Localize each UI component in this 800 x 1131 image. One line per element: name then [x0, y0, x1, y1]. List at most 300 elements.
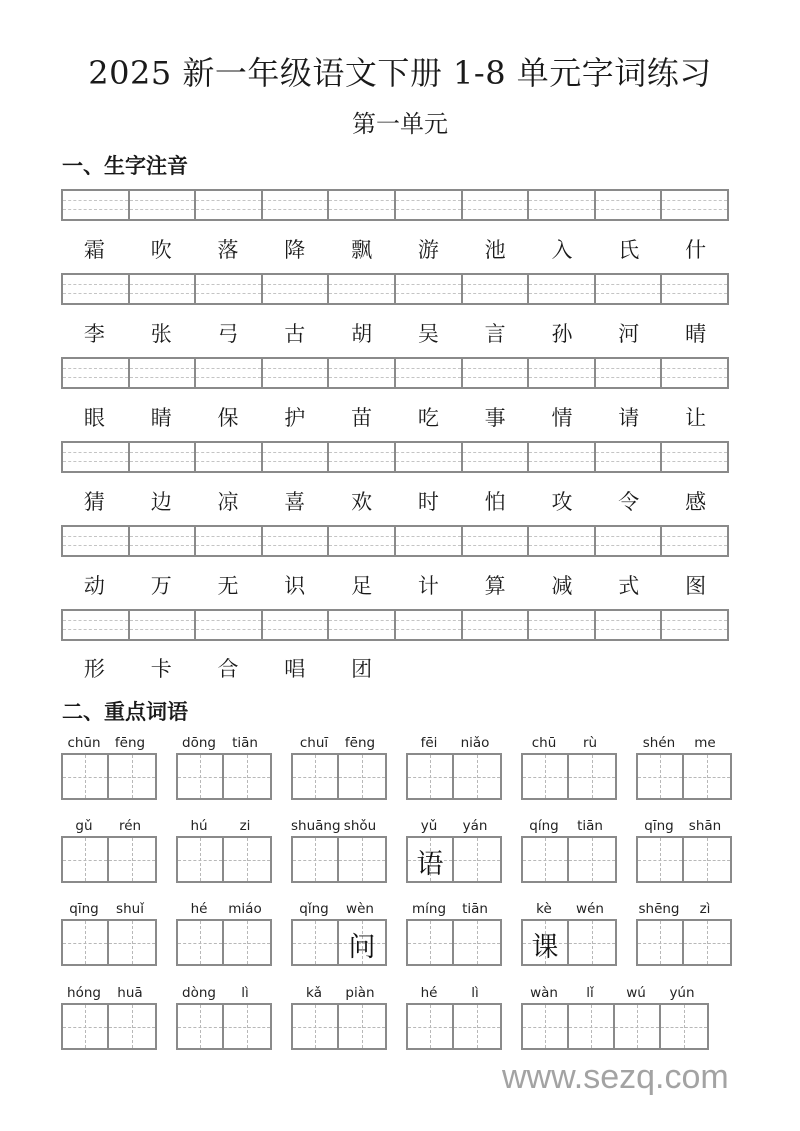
tian-zi-ge-boxes: [521, 753, 617, 800]
word-group: [521, 733, 617, 800]
character-row: [61, 653, 729, 683]
word-pinyin: [61, 733, 157, 753]
tian-zi-ge-cell[interactable]: [339, 755, 385, 798]
pinyin-input-cell[interactable]: [130, 443, 197, 471]
tian-zi-ge-boxes: [406, 753, 502, 800]
tian-zi-ge-cell[interactable]: [63, 921, 109, 964]
pinyin-input-cell[interactable]: [196, 191, 263, 219]
pinyin-input-cell[interactable]: [329, 443, 396, 471]
tian-zi-ge-boxes: [61, 919, 157, 966]
word-group: [61, 899, 157, 966]
pinyin-writing-row: [61, 357, 729, 389]
pinyin-syllable: wèn: [346, 901, 374, 917]
character: 霜: [83, 238, 105, 262]
tian-zi-ge-cell[interactable]: [293, 921, 339, 964]
tian-zi-ge-cell[interactable]: [224, 921, 270, 964]
tian-zi-ge-boxes: [406, 919, 502, 966]
tian-zi-ge-cell[interactable]: [339, 1005, 385, 1048]
pinyin-syllable: kǎ: [305, 985, 323, 1001]
pinyin-syllable: lì: [241, 985, 249, 1001]
word-pinyin: [406, 983, 502, 1003]
character: 式: [618, 574, 640, 598]
pinyin-syllable: tiān: [232, 735, 258, 751]
tian-zi-ge-boxes: [176, 836, 272, 883]
tian-zi-ge-boxes: [291, 1003, 387, 1050]
pinyin-input-cell[interactable]: [596, 191, 663, 219]
tian-zi-ge-boxes: [521, 919, 617, 966]
tian-zi-ge-cell[interactable]: [63, 755, 109, 798]
pinyin-input-cell[interactable]: [662, 611, 727, 639]
pinyin-syllable: shén: [642, 735, 676, 751]
character: 古: [284, 322, 306, 346]
pinyin-input-cell[interactable]: [662, 527, 727, 555]
word-pinyin: [176, 816, 272, 836]
pinyin-input-cell[interactable]: [396, 527, 463, 555]
pinyin-input-cell[interactable]: [463, 611, 530, 639]
pinyin-syllable: fēi: [420, 735, 438, 751]
tian-zi-ge-boxes: [176, 1003, 272, 1050]
character: 令: [618, 490, 640, 514]
tian-zi-ge-boxes: [521, 1003, 709, 1050]
pinyin-input-cell[interactable]: [463, 191, 530, 219]
word-group: [521, 983, 709, 1050]
pinyin-input-cell[interactable]: [63, 443, 130, 471]
character: 减: [551, 574, 573, 598]
pinyin-input-cell[interactable]: [396, 275, 463, 303]
character: 什: [685, 238, 707, 262]
pinyin-input-cell[interactable]: [662, 275, 727, 303]
prefilled-character: 课: [531, 932, 559, 963]
pinyin-input-cell[interactable]: [596, 275, 663, 303]
word-pinyin: [406, 816, 502, 836]
tian-zi-ge-boxes: [636, 753, 732, 800]
tian-zi-ge-cell[interactable]: [408, 838, 454, 881]
word-group: [61, 733, 157, 800]
pinyin-syllable: tiān: [462, 901, 488, 917]
pinyin-input-cell[interactable]: [463, 443, 530, 471]
character: 游: [417, 238, 439, 262]
word-pinyin: [61, 983, 157, 1003]
pinyin-input-cell[interactable]: [196, 443, 263, 471]
tian-zi-ge-cell[interactable]: [178, 921, 224, 964]
word-group: [636, 733, 732, 800]
character: 边: [150, 490, 172, 514]
word-group: [176, 733, 272, 800]
tian-zi-ge-boxes: [291, 753, 387, 800]
character: 氏: [618, 238, 640, 262]
character: 团: [351, 657, 373, 681]
word-group: [636, 899, 732, 966]
word-pinyin: [291, 983, 387, 1003]
tian-zi-ge-cell[interactable]: [109, 838, 155, 881]
word-group: [406, 983, 502, 1050]
pinyin-syllable: fēng: [344, 735, 376, 751]
tian-zi-ge-cell[interactable]: [661, 1005, 707, 1048]
pinyin-input-cell[interactable]: [196, 527, 263, 555]
pinyin-syllable: dōng: [182, 735, 216, 751]
pinyin-syllable: kè: [536, 901, 552, 917]
pinyin-syllable: wàn: [530, 985, 558, 1001]
tian-zi-ge-cell[interactable]: [339, 838, 385, 881]
tian-zi-ge-cell[interactable]: [408, 921, 454, 964]
pinyin-input-cell[interactable]: [263, 275, 330, 303]
word-pinyin: [176, 899, 272, 919]
character: 吹: [150, 238, 172, 262]
tian-zi-ge-cell[interactable]: [293, 1005, 339, 1048]
page-title: 2025 新一年级语文下册 1-8 单元字词练习: [88, 54, 712, 92]
character: 情: [551, 406, 573, 430]
character: 胡: [351, 322, 373, 346]
pinyin-writing-row: [61, 609, 729, 641]
character: 感: [685, 490, 707, 514]
word-pinyin: [636, 816, 732, 836]
character: 足: [351, 574, 373, 598]
character: 猜: [83, 490, 105, 514]
pinyin-input-cell[interactable]: [463, 359, 530, 387]
character: 苗: [351, 406, 373, 430]
pinyin-input-cell[interactable]: [463, 527, 530, 555]
tian-zi-ge-cell[interactable]: [569, 838, 615, 881]
pinyin-syllable: shǒu: [343, 818, 377, 834]
word-pinyin: [406, 733, 502, 753]
pinyin-syllable: piàn: [345, 985, 375, 1001]
pinyin-input-cell[interactable]: [662, 443, 727, 471]
pinyin-input-cell[interactable]: [529, 611, 596, 639]
word-pinyin: [521, 983, 709, 1003]
pinyin-syllable: rù: [582, 735, 598, 751]
tian-zi-ge-cell[interactable]: [638, 921, 684, 964]
character: 识: [284, 574, 306, 598]
character: 眼: [83, 406, 105, 430]
character: 张: [150, 322, 172, 346]
character: 晴: [685, 322, 707, 346]
pinyin-input-cell[interactable]: [63, 191, 130, 219]
word-group: [176, 816, 272, 883]
pinyin-syllable: hé: [190, 901, 208, 917]
character: 无: [217, 574, 239, 598]
character-row: [61, 570, 729, 600]
word-pinyin: [291, 733, 387, 753]
tian-zi-ge-cell[interactable]: [293, 755, 339, 798]
word-group: [291, 733, 387, 800]
tian-zi-ge-cell[interactable]: [684, 755, 730, 798]
character: 吴: [417, 322, 439, 346]
character: 怕: [484, 490, 506, 514]
pinyin-syllable: hóng: [67, 985, 101, 1001]
character: 唱: [284, 657, 306, 681]
character: 动: [83, 574, 105, 598]
tian-zi-ge-cell[interactable]: [454, 755, 500, 798]
word-pinyin: [61, 899, 157, 919]
pinyin-syllable: me: [694, 735, 716, 751]
tian-zi-ge-cell[interactable]: [109, 1005, 155, 1048]
pinyin-input-cell[interactable]: [329, 527, 396, 555]
pinyin-input-cell[interactable]: [662, 191, 727, 219]
pinyin-input-cell[interactable]: [130, 611, 197, 639]
character: 吃: [417, 406, 439, 430]
character: 池: [484, 238, 506, 262]
character: 合: [217, 657, 239, 681]
word-pinyin: [636, 733, 732, 753]
pinyin-input-cell[interactable]: [263, 191, 330, 219]
pinyin-input-cell[interactable]: [130, 359, 197, 387]
word-pinyin: [521, 733, 617, 753]
tian-zi-ge-cell[interactable]: [224, 1005, 270, 1048]
tian-zi-ge-cell[interactable]: [178, 755, 224, 798]
tian-zi-ge-cell[interactable]: [339, 921, 385, 964]
tian-zi-ge-boxes: [176, 753, 272, 800]
tian-zi-ge-cell[interactable]: [684, 921, 730, 964]
character: 请: [618, 406, 640, 430]
character: 飘: [351, 238, 373, 262]
character: 李: [83, 322, 105, 346]
pinyin-input-cell[interactable]: [63, 275, 130, 303]
tian-zi-ge-boxes: [636, 836, 732, 883]
tian-zi-ge-cell[interactable]: [293, 838, 339, 881]
section-heading-vocabulary: 二、重点词语: [62, 699, 188, 724]
pinyin-syllable: shuǐ: [116, 901, 144, 917]
character: 万: [150, 574, 172, 598]
tian-zi-ge-cell[interactable]: [109, 921, 155, 964]
pinyin-syllable: lǐ: [586, 985, 594, 1001]
tian-zi-ge-cell[interactable]: [454, 838, 500, 881]
pinyin-writing-row: [61, 189, 729, 221]
character: 攻: [551, 490, 573, 514]
pinyin-input-cell[interactable]: [130, 191, 197, 219]
pinyin-input-cell[interactable]: [329, 611, 396, 639]
pinyin-syllable: qíng: [529, 818, 559, 834]
word-pinyin: [291, 899, 387, 919]
pinyin-writing-row: [61, 525, 729, 557]
word-group: [291, 899, 387, 966]
word-group: [521, 899, 617, 966]
unit-title: 第一单元: [352, 110, 448, 138]
pinyin-input-cell[interactable]: [596, 359, 663, 387]
tian-zi-ge-cell[interactable]: [638, 838, 684, 881]
character: 河: [618, 322, 640, 346]
character: 保: [217, 406, 239, 430]
tian-zi-ge-cell[interactable]: [178, 838, 224, 881]
pinyin-input-cell[interactable]: [596, 527, 663, 555]
tian-zi-ge-cell[interactable]: [454, 1005, 500, 1048]
pinyin-syllable: huā: [117, 985, 143, 1001]
pinyin-syllable: qīng: [644, 818, 674, 834]
pinyin-input-cell[interactable]: [63, 527, 130, 555]
tian-zi-ge-cell[interactable]: [523, 838, 569, 881]
pinyin-syllable: rén: [118, 818, 142, 834]
section-heading-characters: 一、生字注音: [62, 153, 188, 178]
tian-zi-ge-cell[interactable]: [569, 1005, 615, 1048]
word-pinyin: [61, 816, 157, 836]
pinyin-syllable: lì: [471, 985, 479, 1001]
pinyin-input-cell[interactable]: [130, 275, 197, 303]
tian-zi-ge-cell[interactable]: [454, 921, 500, 964]
pinyin-writing-row: [61, 441, 729, 473]
pinyin-input-cell[interactable]: [529, 191, 596, 219]
pinyin-syllable: hé: [420, 985, 438, 1001]
tian-zi-ge-cell[interactable]: [638, 755, 684, 798]
tian-zi-ge-cell[interactable]: [569, 921, 615, 964]
pinyin-input-cell[interactable]: [529, 443, 596, 471]
pinyin-syllable: chuī: [299, 735, 329, 751]
pinyin-input-cell[interactable]: [329, 359, 396, 387]
character: 欢: [351, 490, 373, 514]
tian-zi-ge-boxes: [61, 836, 157, 883]
pinyin-syllable: zì: [699, 901, 711, 917]
character: 算: [484, 574, 506, 598]
pinyin-input-cell[interactable]: [263, 611, 330, 639]
pinyin-syllable: qǐng: [299, 901, 329, 917]
pinyin-input-cell[interactable]: [396, 611, 463, 639]
pinyin-syllable: gǔ: [75, 818, 93, 834]
word-group: [176, 899, 272, 966]
tian-zi-ge-cell[interactable]: [523, 755, 569, 798]
character: 言: [484, 322, 506, 346]
word-pinyin: [291, 816, 387, 836]
word-group: [291, 983, 387, 1050]
pinyin-input-cell[interactable]: [529, 527, 596, 555]
pinyin-syllable: chū: [531, 735, 557, 751]
character-row: [61, 234, 729, 264]
pinyin-input-cell[interactable]: [396, 359, 463, 387]
character: 计: [417, 574, 439, 598]
word-group: [61, 816, 157, 883]
prefilled-character: 问: [348, 932, 376, 963]
pinyin-syllable: hú: [190, 818, 208, 834]
character: 图: [685, 574, 707, 598]
character: 让: [685, 406, 707, 430]
pinyin-syllable: yún: [669, 985, 695, 1001]
pinyin-input-cell[interactable]: [130, 527, 197, 555]
word-pinyin: [636, 899, 732, 919]
pinyin-syllable: yán: [462, 818, 488, 834]
tian-zi-ge-cell[interactable]: [684, 838, 730, 881]
pinyin-syllable: shēng: [638, 901, 680, 917]
character: 喜: [284, 490, 306, 514]
pinyin-input-cell[interactable]: [63, 611, 130, 639]
pinyin-input-cell[interactable]: [329, 191, 396, 219]
pinyin-input-cell[interactable]: [196, 359, 263, 387]
character: 护: [284, 406, 306, 430]
character: 睛: [150, 406, 172, 430]
pinyin-syllable: miáo: [228, 901, 262, 917]
character: 形: [83, 657, 105, 681]
pinyin-syllable: tiān: [577, 818, 603, 834]
pinyin-syllable: shān: [688, 818, 722, 834]
pinyin-input-cell[interactable]: [596, 611, 663, 639]
word-group: [636, 816, 732, 883]
pinyin-input-cell[interactable]: [196, 611, 263, 639]
tian-zi-ge-cell[interactable]: [615, 1005, 661, 1048]
word-pinyin: [521, 816, 617, 836]
pinyin-syllable: chūn: [67, 735, 101, 751]
prefilled-character: 语: [416, 849, 444, 880]
word-group: [291, 816, 387, 883]
character-row: [61, 318, 729, 348]
tian-zi-ge-boxes: [521, 836, 617, 883]
pinyin-input-cell[interactable]: [529, 359, 596, 387]
pinyin-input-cell[interactable]: [263, 527, 330, 555]
pinyin-input-cell[interactable]: [396, 443, 463, 471]
tian-zi-ge-boxes: [406, 836, 502, 883]
tian-zi-ge-cell[interactable]: [408, 755, 454, 798]
word-group: [406, 816, 502, 883]
pinyin-syllable: fēng: [114, 735, 146, 751]
pinyin-input-cell[interactable]: [529, 275, 596, 303]
tian-zi-ge-cell[interactable]: [178, 1005, 224, 1048]
tian-zi-ge-cell[interactable]: [109, 755, 155, 798]
tian-zi-ge-cell[interactable]: [569, 755, 615, 798]
tian-zi-ge-boxes: [61, 1003, 157, 1050]
pinyin-syllable: shuāng: [291, 818, 341, 834]
word-group: [406, 899, 502, 966]
pinyin-input-cell[interactable]: [329, 275, 396, 303]
character: 事: [484, 406, 506, 430]
pinyin-input-cell[interactable]: [196, 275, 263, 303]
tian-zi-ge-boxes: [636, 919, 732, 966]
pinyin-syllable: wú: [626, 985, 646, 1001]
pinyin-input-cell[interactable]: [463, 275, 530, 303]
tian-zi-ge-boxes: [406, 1003, 502, 1050]
tian-zi-ge-cell[interactable]: [63, 838, 109, 881]
pinyin-syllable: qīng: [69, 901, 99, 917]
tian-zi-ge-cell[interactable]: [523, 921, 569, 964]
pinyin-syllable: yǔ: [420, 818, 438, 834]
character: 入: [551, 238, 573, 262]
pinyin-input-cell[interactable]: [596, 443, 663, 471]
word-pinyin: [406, 899, 502, 919]
pinyin-syllable: míng: [411, 901, 447, 917]
tian-zi-ge-boxes: [61, 753, 157, 800]
pinyin-syllable: wén: [576, 901, 604, 917]
tian-zi-ge-cell[interactable]: [224, 755, 270, 798]
pinyin-syllable: niǎo: [460, 735, 490, 751]
character: 降: [284, 238, 306, 262]
character: 卡: [150, 657, 172, 681]
word-group: [406, 733, 502, 800]
tian-zi-ge-cell[interactable]: [63, 1005, 109, 1048]
pinyin-input-cell[interactable]: [263, 359, 330, 387]
word-group: [521, 816, 617, 883]
tian-zi-ge-boxes: [176, 919, 272, 966]
pinyin-syllable: dòng: [182, 985, 216, 1001]
character: 弓: [217, 322, 239, 346]
word-group: [176, 983, 272, 1050]
character: 落: [217, 238, 239, 262]
tian-zi-ge-boxes: [291, 836, 387, 883]
tian-zi-ge-cell[interactable]: [224, 838, 270, 881]
word-pinyin: [521, 899, 617, 919]
pinyin-input-cell[interactable]: [63, 359, 130, 387]
pinyin-syllable: zi: [239, 818, 251, 834]
character-row: [61, 402, 729, 432]
pinyin-input-cell[interactable]: [396, 191, 463, 219]
character: 凉: [217, 490, 239, 514]
character: 孙: [551, 322, 573, 346]
word-pinyin: [176, 733, 272, 753]
character-row: [61, 486, 729, 516]
word-pinyin: [176, 983, 272, 1003]
pinyin-writing-row: [61, 273, 729, 305]
character: 时: [417, 490, 439, 514]
tian-zi-ge-boxes: [291, 919, 387, 966]
pinyin-input-cell[interactable]: [263, 443, 330, 471]
tian-zi-ge-cell[interactable]: [523, 1005, 569, 1048]
word-group: [61, 983, 157, 1050]
tian-zi-ge-cell[interactable]: [408, 1005, 454, 1048]
watermark: www.sezq.com: [502, 1058, 729, 1096]
pinyin-input-cell[interactable]: [662, 359, 727, 387]
